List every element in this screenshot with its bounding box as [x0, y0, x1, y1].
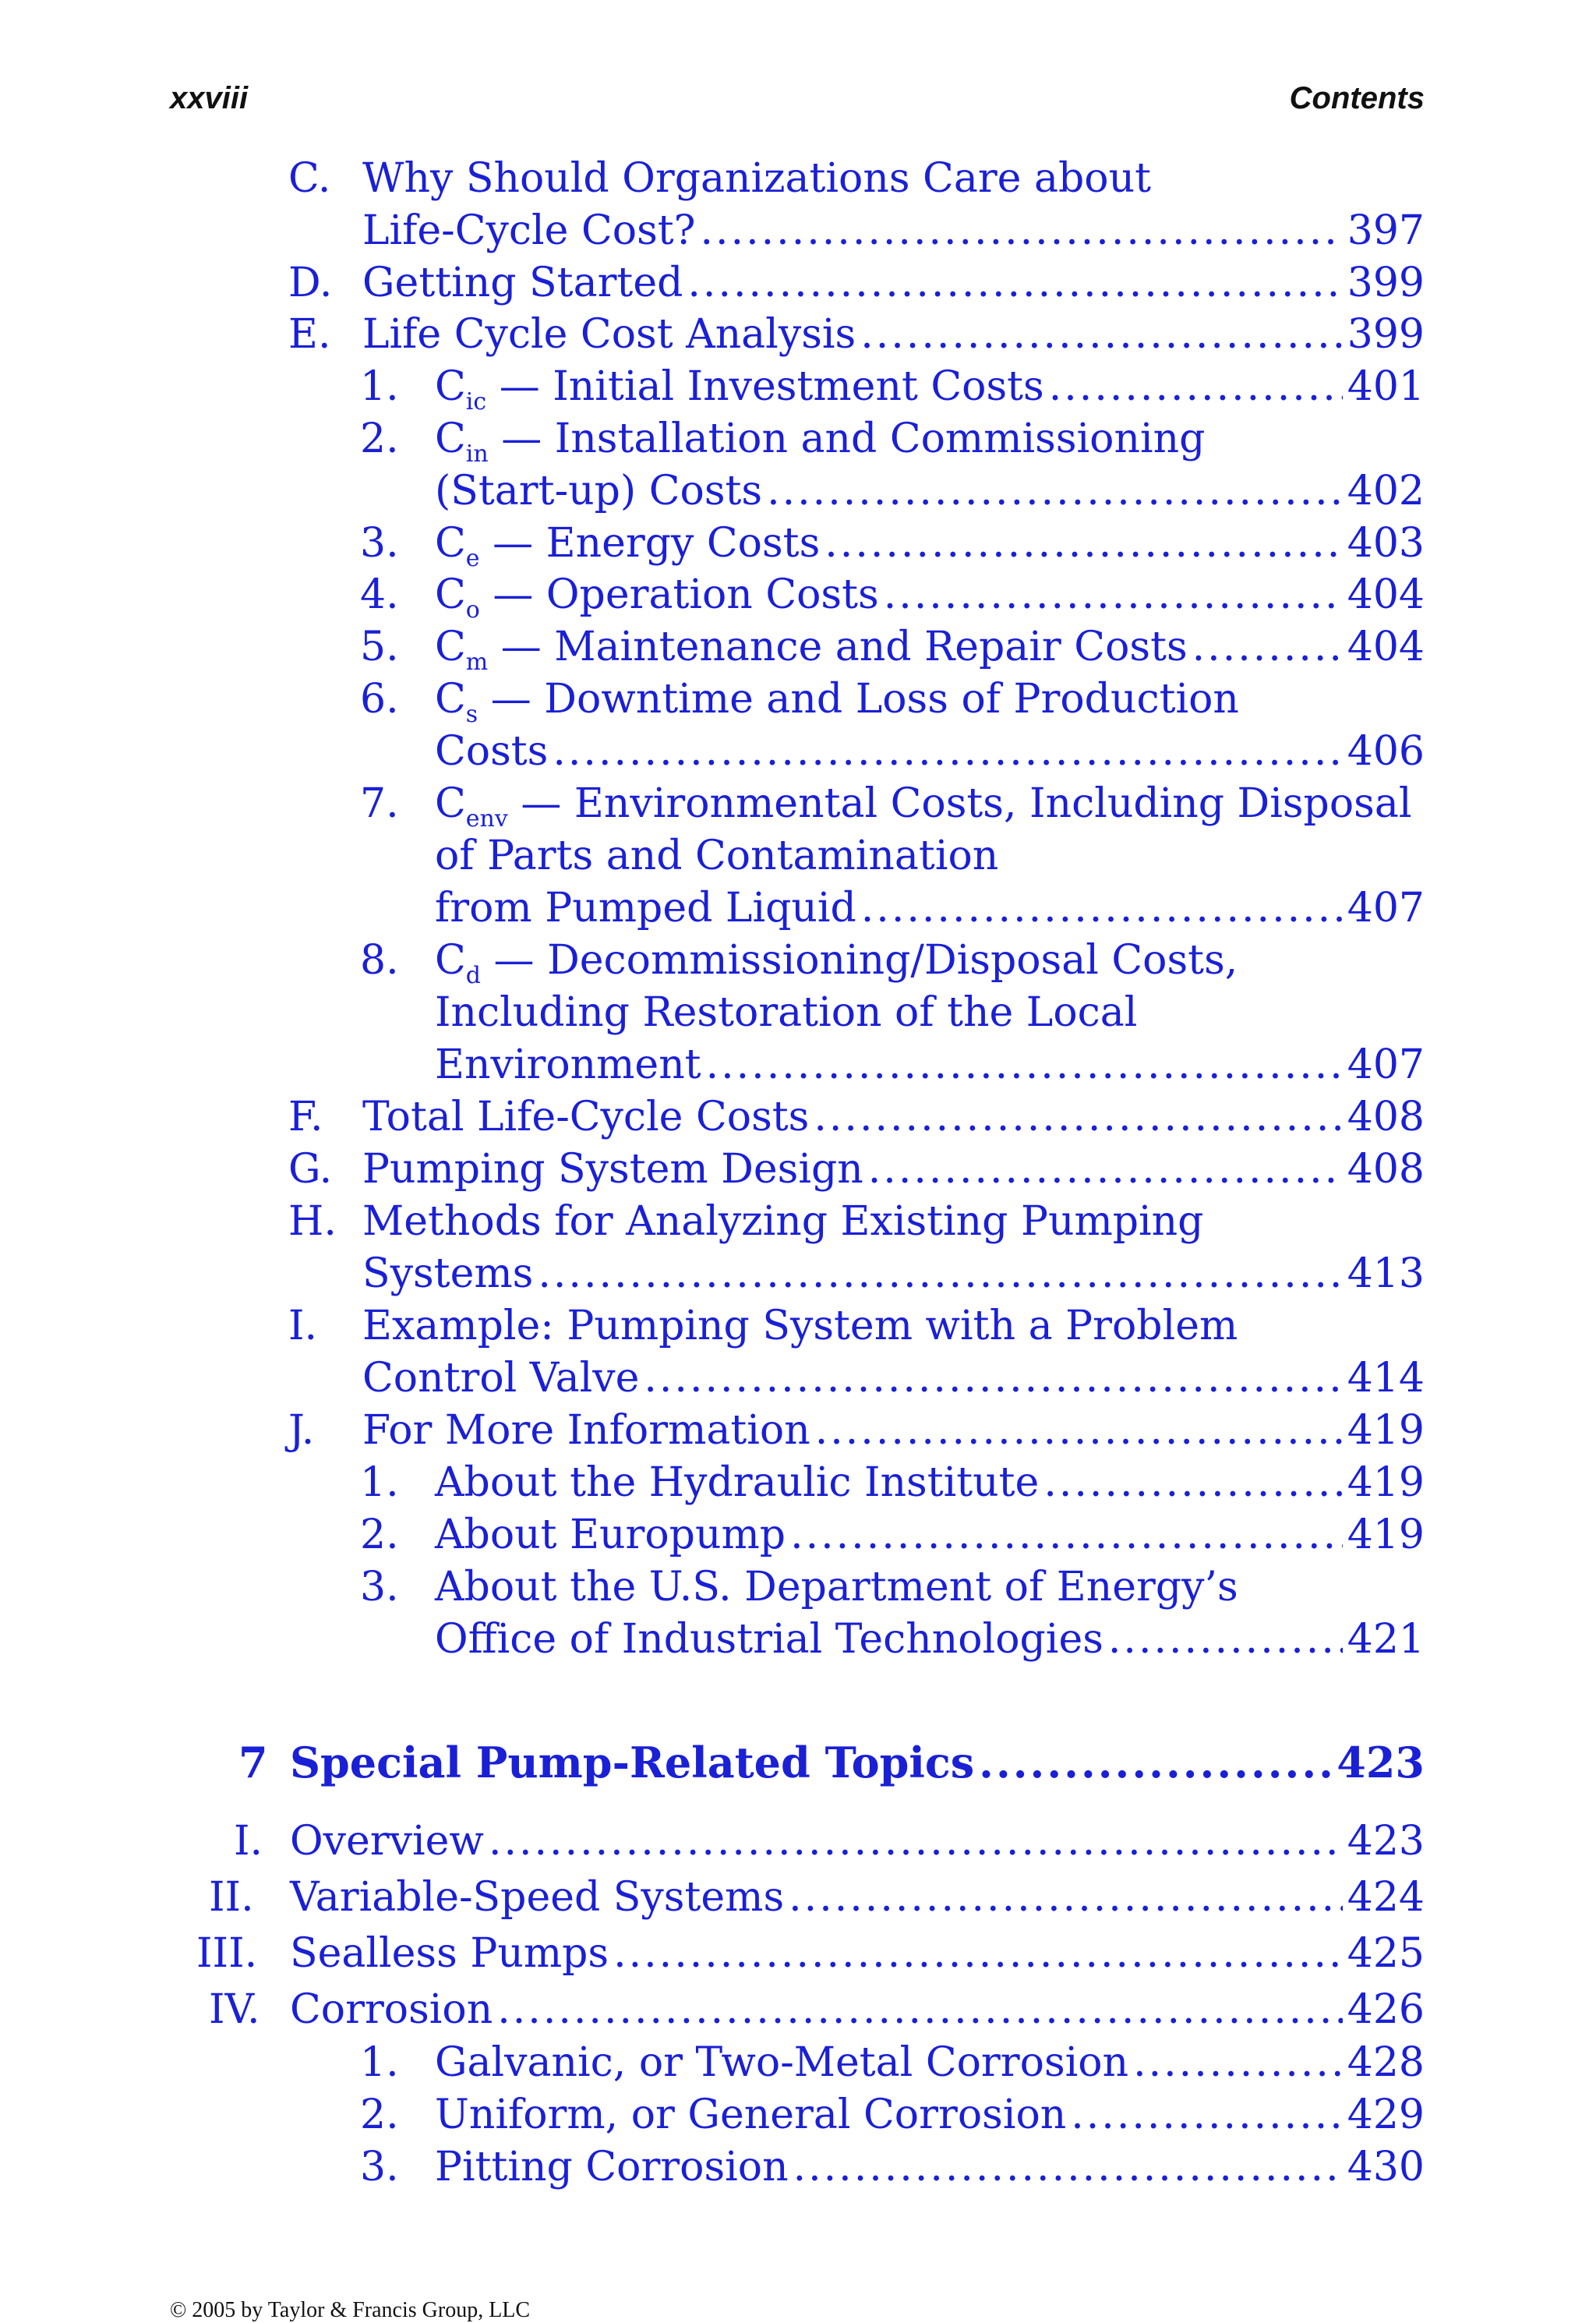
toc-entry-label: II.	[209, 1874, 254, 1921]
toc-entry-label: 7.	[360, 780, 399, 827]
toc-entry-page: 408	[1347, 1146, 1425, 1193]
toc-entry-line[interactable]	[362, 1248, 1425, 1300]
toc-entry-line[interactable]	[435, 726, 1425, 778]
toc-entry-title: Systems	[362, 1250, 534, 1297]
dot-leader	[824, 518, 1342, 570]
toc-entry-page: 428	[1347, 2039, 1425, 2086]
dot-leader	[790, 1509, 1343, 1561]
cost-symbol: C	[435, 937, 466, 984]
toc-entry-title: Environment	[435, 1041, 701, 1088]
dot-leader	[553, 726, 1342, 778]
copyright-footer: © 2005 by Taylor & Francis Group, LLC	[170, 2298, 531, 2322]
toc-entry-line[interactable]	[288, 1300, 1238, 1352]
toc-entry-line[interactable]	[435, 1039, 1425, 1091]
toc-entry-title: Life-Cycle Cost?	[362, 207, 696, 254]
toc-entry-line[interactable]	[360, 1561, 1238, 1614]
toc-entry-title: Uniform, or General Corrosion	[435, 2091, 1067, 2138]
toc-entry-label: E.	[288, 311, 331, 358]
toc-entry-title: $C_d$ — Decommissioning/Disposal Costs,	[435, 937, 1238, 989]
toc-entry-line[interactable]	[360, 935, 1238, 989]
toc-entry-line[interactable]	[360, 569, 1425, 624]
toc-entry-line[interactable]	[360, 2089, 1425, 2141]
toc-entry-title: Costs	[435, 728, 549, 775]
toc-entry-title: Variable-Speed Systems	[290, 1874, 785, 1921]
toc-entry-label: 4.	[360, 571, 399, 618]
toc-entry-page: 419	[1347, 1459, 1425, 1506]
dot-leader	[815, 1405, 1343, 1457]
toc-entry-title: of Parts and Contamination	[435, 833, 999, 879]
toc-entry-line[interactable]	[288, 1144, 1425, 1196]
cost-symbol: C	[435, 624, 466, 670]
toc-entry-label: III.	[196, 1930, 258, 1977]
cost-subscript: o	[465, 596, 480, 624]
toc-entry-page: 401	[1347, 363, 1425, 410]
dot-leader	[1049, 361, 1343, 413]
toc-entry-label: 7	[238, 1738, 268, 1787]
toc-entry-line[interactable]	[435, 987, 1137, 1039]
toc-entry-label: 1.	[360, 2039, 399, 2086]
dot-leader	[814, 1091, 1342, 1144]
dot-leader	[1133, 2037, 1343, 2089]
toc-entry-label: I.	[234, 1818, 263, 1865]
dot-leader	[644, 1352, 1342, 1405]
toc-entry-title: Why Should Organizations Care about	[362, 155, 1151, 202]
cost-symbol: C	[435, 415, 466, 462]
cost-subscript: in	[465, 440, 489, 468]
cost-symbol: C	[435, 520, 466, 567]
toc-entry-label: 3.	[360, 520, 399, 567]
cost-symbol: C	[435, 571, 466, 618]
toc-entry-page: 423	[1336, 1738, 1425, 1787]
toc-entry-line[interactable]	[288, 257, 1425, 309]
toc-entry-title: Galvanic, or Two-Metal Corrosion	[435, 2039, 1129, 2086]
dot-leader	[884, 569, 1343, 621]
toc-entry-title: Total Life-Cycle Costs	[362, 1094, 810, 1140]
toc-entry-label: 1.	[360, 363, 399, 410]
toc-entry-title: Getting Started	[362, 260, 683, 306]
dot-leader	[793, 2141, 1343, 2194]
dot-leader	[861, 882, 1343, 935]
toc-entry-title: from Pumped Liquid	[435, 885, 856, 932]
toc-entry-page: 408	[1347, 1094, 1425, 1140]
toc-entry-label: 2.	[360, 415, 399, 462]
toc-entry-page: 402	[1347, 468, 1425, 514]
toc-entry-page: 419	[1347, 1512, 1425, 1558]
toc-entry-line[interactable]	[360, 1457, 1425, 1509]
toc-entry-line[interactable]	[435, 830, 998, 882]
toc-entry-title: Pitting Corrosion	[435, 2144, 789, 2190]
cost-subscript: env	[465, 805, 508, 833]
cost-subscript: s	[465, 701, 478, 728]
toc-entry-line[interactable]	[360, 778, 1412, 833]
toc-entry-label: 3.	[360, 1564, 399, 1611]
toc-entry-title: Life Cycle Cost Analysis	[362, 311, 856, 358]
toc-entry-line[interactable]	[209, 1984, 1425, 2036]
toc-entry-line[interactable]	[234, 1816, 1425, 1868]
toc-entry-page: 404	[1347, 571, 1425, 618]
toc-entry-page: 419	[1347, 1407, 1425, 1454]
toc-entry-line[interactable]	[288, 153, 1151, 205]
dot-leader	[860, 309, 1343, 361]
toc-entry-page: 399	[1347, 311, 1425, 358]
dot-leader	[687, 257, 1342, 309]
running-section-title: Contents	[1289, 81, 1425, 115]
toc-entry-title: (Start-up) Costs	[435, 468, 763, 514]
cost-symbol: C	[435, 780, 466, 827]
toc-entry-title: $C_{ic}$ — Initial Investment Costs	[435, 363, 1044, 415]
toc-entry-title: $C_{env}$ — Environmental Costs, Including Disposal	[435, 780, 1412, 833]
toc-entry-title: Office of Industrial Technologies	[435, 1616, 1103, 1663]
toc-entry-line[interactable]	[360, 2037, 1425, 2089]
toc-entry-page: 404	[1347, 624, 1425, 670]
toc-entry-label: 8.	[360, 937, 399, 984]
toc-entry-label: F.	[288, 1094, 323, 1140]
toc-entry-label: 2.	[360, 2091, 399, 2138]
toc-entry-title: Special Pump-Related Topics	[290, 1738, 975, 1787]
toc-entry-line[interactable]	[360, 674, 1239, 728]
cost-subscript: e	[465, 545, 480, 572]
cost-symbol: C	[435, 363, 466, 410]
toc-entry-title: $C_s$ — Downtime and Loss of Production	[435, 676, 1239, 728]
toc-entry-title: For More Information	[362, 1407, 810, 1454]
toc-entry-title: Pumping System Design	[362, 1146, 863, 1193]
toc-entry-label: C.	[288, 155, 331, 202]
toc-entry-title: Overview	[290, 1818, 484, 1865]
toc-entry-label: IV.	[209, 1986, 260, 2033]
toc-entry-line[interactable]	[238, 1737, 1425, 1789]
toc-entry-page: 414	[1347, 1355, 1425, 1402]
dot-leader	[1043, 1457, 1342, 1509]
dot-leader	[979, 1737, 1332, 1789]
toc-entry-label: D.	[288, 260, 333, 306]
toc-entry-page: 407	[1347, 1041, 1425, 1088]
toc-entry-page: 426	[1347, 1986, 1425, 2033]
toc-entry-page: 423	[1347, 1818, 1425, 1865]
dot-leader	[868, 1144, 1343, 1196]
toc-entry-label: 2.	[360, 1512, 399, 1558]
toc-entry-line[interactable]	[360, 621, 1425, 676]
dot-leader	[613, 1928, 1343, 1980]
toc-entry-title: About the Hydraulic Institute	[435, 1459, 1040, 1506]
dot-leader	[1108, 1614, 1343, 1666]
toc-entry-label: I.	[288, 1303, 318, 1349]
toc-entry-line[interactable]	[360, 1509, 1425, 1561]
toc-entry-line[interactable]	[360, 413, 1206, 468]
dot-leader	[789, 1872, 1343, 1924]
cost-subscript: ic	[465, 388, 487, 415]
toc-entry-line[interactable]	[360, 2141, 1425, 2194]
dot-leader	[767, 465, 1343, 518]
toc-entry-line[interactable]	[196, 1928, 1425, 1980]
toc-entry-line[interactable]	[360, 518, 1425, 572]
cost-subscript: m	[465, 649, 489, 676]
toc-entry-title: Control Valve	[362, 1355, 640, 1402]
toc-entry-title: Methods for Analyzing Existing Pumping	[362, 1198, 1204, 1245]
toc-entry-line[interactable]	[362, 1352, 1425, 1405]
toc-entry-title: $C_e$ — Energy Costs	[435, 520, 821, 572]
toc-entry-line[interactable]	[435, 465, 1425, 518]
toc-entry-title: Example: Pumping System with a Problem	[362, 1303, 1238, 1349]
toc-entry-line[interactable]	[360, 361, 1425, 415]
toc-entry-line[interactable]	[209, 1872, 1425, 1924]
toc-entry-title: $C_o$ — Operation Costs	[435, 571, 879, 624]
toc-entry-line[interactable]	[435, 1614, 1425, 1666]
toc-entry-page: 397	[1347, 207, 1425, 254]
toc-entry-line[interactable]	[288, 1405, 1425, 1457]
dot-leader	[706, 1039, 1343, 1091]
toc-entry-page: 429	[1347, 2091, 1425, 2138]
cost-symbol: C	[435, 676, 466, 723]
toc-entry-line[interactable]	[435, 882, 1425, 935]
toc-entry-label: 5.	[360, 624, 399, 670]
toc-entry-label: 3.	[360, 2144, 399, 2190]
dot-leader	[489, 1816, 1343, 1868]
toc-entry-label: G.	[288, 1146, 333, 1193]
dot-leader	[1071, 2089, 1342, 2141]
toc-entry-title: About the U.S. Department of Energy’s	[435, 1564, 1238, 1611]
toc-entry-page: 421	[1347, 1616, 1425, 1663]
toc-entry-page: 413	[1347, 1250, 1425, 1297]
toc-entry-title: Including Restoration of the Local	[435, 989, 1138, 1036]
cost-subscript: d	[465, 962, 482, 989]
toc-entry-label: 1.	[360, 1459, 399, 1506]
toc-entry-label: J.	[288, 1407, 315, 1454]
toc-entry-line[interactable]	[288, 309, 1425, 361]
dot-leader	[701, 205, 1343, 257]
toc-entry-title: Corrosion	[290, 1986, 493, 2033]
toc-entry-page: 403	[1347, 520, 1425, 567]
toc-entry-page: 406	[1347, 728, 1425, 775]
toc-entry-line[interactable]	[362, 205, 1425, 257]
toc-entry-page: 424	[1347, 1874, 1425, 1921]
toc-entry-title: Sealless Pumps	[290, 1930, 609, 1977]
dot-leader	[1192, 621, 1343, 674]
toc-entry-label: H.	[288, 1198, 337, 1245]
toc-entry-title: $C_m$ — Maintenance and Repair Costs	[435, 624, 1188, 676]
toc-entry-page: 425	[1347, 1930, 1425, 1977]
toc-entry-page: 399	[1347, 260, 1425, 306]
toc-entry-page: 430	[1347, 2144, 1425, 2190]
toc-entry-page: 407	[1347, 885, 1425, 932]
dot-leader	[538, 1248, 1342, 1300]
toc-entry-title: $C_{in}$ — Installation and Commissioning	[435, 415, 1206, 468]
dot-leader	[497, 1984, 1343, 2036]
toc-entry-line[interactable]	[288, 1196, 1204, 1248]
running-page-number: xxviii	[170, 81, 249, 115]
toc-entry-title: About Europump	[435, 1512, 786, 1558]
toc-entry-line[interactable]	[288, 1091, 1425, 1144]
toc-entry-label: 6.	[360, 676, 399, 723]
